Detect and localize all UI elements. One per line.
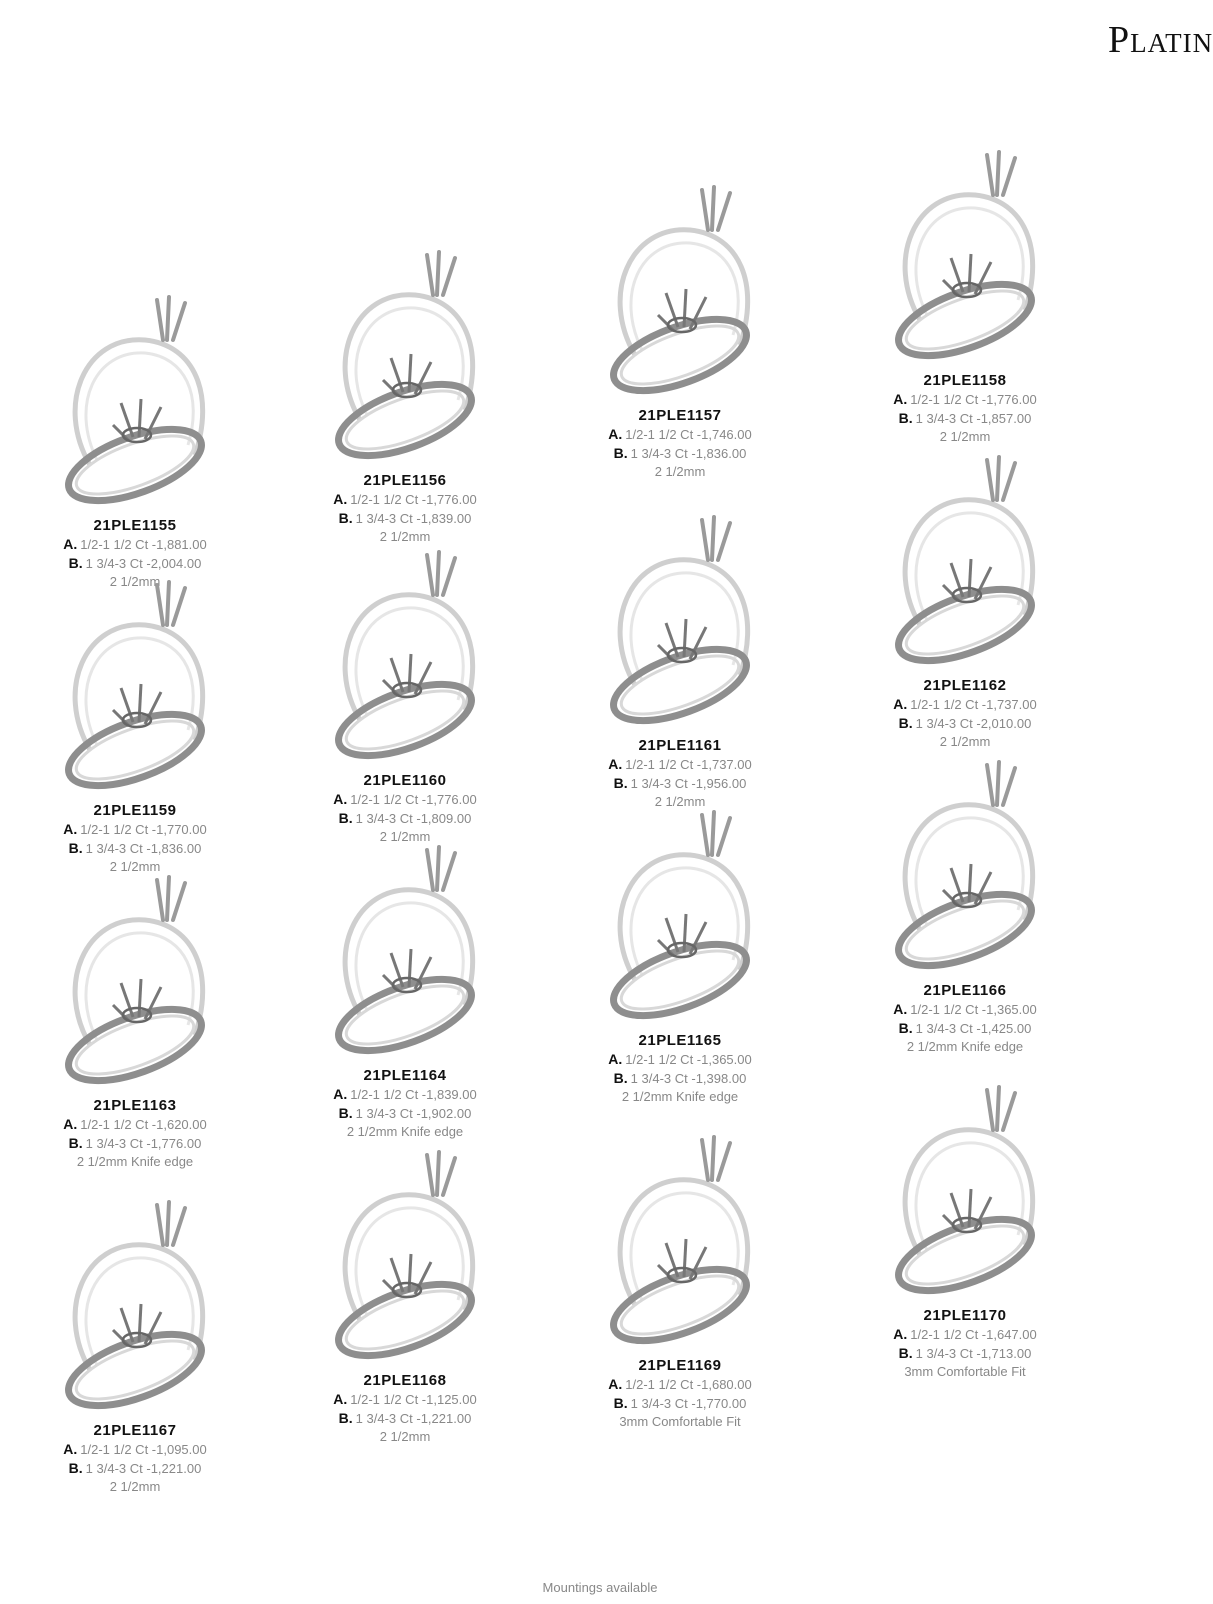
price-b-label: B. [898,1020,913,1036]
price-b-text: 1 3/4-3 Ct -1,713.00 [915,1346,1032,1361]
ring-image [590,810,770,1030]
price-a-text: 1/2-1 1/2 Ct -1,680.00 [625,1377,752,1392]
footer-note: Mountings available [542,1580,658,1595]
price-b-text: 1 3/4-3 Ct -1,836.00 [630,446,747,461]
product-code: 21PLE1156 [363,472,447,489]
band-width: 2 1/2mm [109,859,161,874]
price-b-text: 1 3/4-3 Ct -1,857.00 [915,411,1032,426]
price-b-text: 1 3/4-3 Ct -1,776.00 [85,1136,202,1151]
band-width: 2 1/2mm [109,1479,161,1494]
product-code: 21PLE1165 [638,1032,722,1049]
ring-caption [20,1097,250,1171]
price-a-label: A. [608,426,623,442]
price-b-text: 1 3/4-3 Ct -2,004.00 [85,556,202,571]
ring-item [20,875,250,1171]
ring-image [875,1085,1055,1305]
product-code: 21PLE1169 [638,1357,722,1374]
ring-image [590,515,770,735]
price-b [565,444,795,463]
product-code: 21PLE1162 [923,677,1007,694]
price-b [20,839,250,858]
price-b-text: 1 3/4-3 Ct -1,221.00 [85,1461,202,1476]
price-a-label: A. [608,756,623,772]
band-width: 3mm Comfortable Fit [619,1414,741,1429]
product-code: 21PLE1164 [363,1067,447,1084]
ring-caption [290,1372,520,1446]
product-code: 21PLE1158 [923,372,1007,389]
ring-caption [565,1357,795,1431]
price-a-text: 1/2-1 1/2 Ct -1,095.00 [80,1442,207,1457]
ring-caption [565,1032,795,1106]
ring-caption [850,1307,1080,1381]
band-width: 2 1/2mm [379,529,431,544]
product-code: 21PLE1166 [923,982,1007,999]
price-a [565,425,795,444]
ring-item [850,1085,1080,1381]
price-a [20,820,250,839]
band-width: 2 1/2mm [379,829,431,844]
price-b-text: 1 3/4-3 Ct -1,221.00 [355,1411,472,1426]
price-a-label: A. [333,1391,348,1407]
band-width: 2 1/2mm [939,429,991,444]
ring-item [20,580,250,876]
price-a-label: A. [63,821,78,837]
price-a-label: A. [63,1116,78,1132]
price-b [565,1069,795,1088]
price-b-label: B. [68,1460,83,1476]
ring-caption [850,982,1080,1056]
price-a [290,790,520,809]
ring-image [315,250,495,470]
ring-image [875,150,1055,370]
band-width: 2 1/2mm [654,464,706,479]
page-title: Platin [1108,19,1213,61]
price-a-label: A. [893,1326,908,1342]
ring-caption [20,1422,250,1496]
ring-image [315,1150,495,1370]
price-b [290,1409,520,1428]
ring-image [875,760,1055,980]
band-width: 2 1/2mm [379,1429,431,1444]
price-a [565,1375,795,1394]
price-a [565,755,795,774]
ring-image [45,580,225,800]
ring-image [875,455,1055,675]
price-a-text: 1/2-1 1/2 Ct -1,776.00 [350,792,477,807]
ring-item [850,455,1080,751]
ring-caption [850,677,1080,751]
product-code: 21PLE1167 [93,1422,177,1439]
price-a-text: 1/2-1 1/2 Ct -1,365.00 [910,1002,1037,1017]
ring-caption [290,1067,520,1141]
price-a-text: 1/2-1 1/2 Ct -1,737.00 [910,697,1037,712]
ring-caption [290,772,520,846]
price-a-text: 1/2-1 1/2 Ct -1,647.00 [910,1327,1037,1342]
ring-item [20,1200,250,1496]
price-a-label: A. [893,696,908,712]
price-b [850,1019,1080,1038]
product-code: 21PLE1168 [363,1372,447,1389]
ring-item [290,845,520,1141]
price-b [290,809,520,828]
price-b-label: B. [338,810,353,826]
price-a [20,1440,250,1459]
ring-item [290,250,520,546]
ring-item [290,1150,520,1446]
price-b-text: 1 3/4-3 Ct -2,010.00 [915,716,1032,731]
price-a-text: 1/2-1 1/2 Ct -1,776.00 [350,492,477,507]
band-width: 2 1/2mm Knife edge [76,1154,194,1169]
price-b-label: B. [338,510,353,526]
price-b-text: 1 3/4-3 Ct -1,770.00 [630,1396,747,1411]
ring-item [565,810,795,1106]
price-a-label: A. [63,1441,78,1457]
ring-item [565,185,795,481]
ring-image [45,875,225,1095]
price-a [20,535,250,554]
price-a [290,1085,520,1104]
price-b [850,409,1080,428]
price-b-label: B. [898,1345,913,1361]
ring-image [315,550,495,770]
price-a-label: A. [333,491,348,507]
price-a-label: A. [333,1086,348,1102]
price-b-text: 1 3/4-3 Ct -1,836.00 [85,841,202,856]
ring-image [45,295,225,515]
price-b-label: B. [338,1410,353,1426]
price-a [290,490,520,509]
price-a-text: 1/2-1 1/2 Ct -1,776.00 [910,392,1037,407]
price-a-text: 1/2-1 1/2 Ct -1,746.00 [625,427,752,442]
price-b-label: B. [68,840,83,856]
price-b-text: 1 3/4-3 Ct -1,839.00 [355,511,472,526]
ring-image [590,185,770,405]
price-b [850,1344,1080,1363]
ring-item [290,550,520,846]
price-a-text: 1/2-1 1/2 Ct -1,881.00 [80,537,207,552]
price-a-label: A. [63,536,78,552]
product-code: 21PLE1155 [93,517,177,534]
price-b [20,554,250,573]
ring-caption [290,472,520,546]
price-a-label: A. [608,1376,623,1392]
price-a [20,1115,250,1134]
price-b [20,1134,250,1153]
price-a [565,1050,795,1069]
price-a-text: 1/2-1 1/2 Ct -1,365.00 [625,1052,752,1067]
ring-caption [850,372,1080,446]
price-a-text: 1/2-1 1/2 Ct -1,125.00 [350,1392,477,1407]
price-a-text: 1/2-1 1/2 Ct -1,620.00 [80,1117,207,1132]
price-b-label: B. [613,1070,628,1086]
ring-item [20,295,250,591]
price-b-label: B. [613,445,628,461]
price-b [850,714,1080,733]
price-a [850,390,1080,409]
price-b [565,1394,795,1413]
ring-image [590,1135,770,1355]
price-a [850,1325,1080,1344]
price-a-text: 1/2-1 1/2 Ct -1,839.00 [350,1087,477,1102]
price-a [850,695,1080,714]
band-width: 2 1/2mm [654,794,706,809]
product-code: 21PLE1159 [93,802,177,819]
product-code: 21PLE1157 [638,407,722,424]
ring-item [850,760,1080,1056]
band-width: 2 1/2mm [109,574,161,589]
price-b-label: B. [898,715,913,731]
price-a [850,1000,1080,1019]
price-b [290,509,520,528]
ring-image [45,1200,225,1420]
price-a-label: A. [608,1051,623,1067]
price-b-label: B. [613,1395,628,1411]
price-b-text: 1 3/4-3 Ct -1,956.00 [630,776,747,791]
price-a-label: A. [333,791,348,807]
ring-caption [565,737,795,811]
ring-item [565,515,795,811]
price-b-label: B. [613,775,628,791]
product-code: 21PLE1170 [923,1307,1007,1324]
price-b-label: B. [338,1105,353,1121]
band-width: 2 1/2mm Knife edge [906,1039,1024,1054]
price-b [290,1104,520,1123]
band-width: 3mm Comfortable Fit [904,1364,1026,1379]
price-b [20,1459,250,1478]
price-b-label: B. [68,1135,83,1151]
price-b-text: 1 3/4-3 Ct -1,398.00 [630,1071,747,1086]
price-a-label: A. [893,391,908,407]
price-a-text: 1/2-1 1/2 Ct -1,770.00 [80,822,207,837]
price-a-label: A. [893,1001,908,1017]
price-b-text: 1 3/4-3 Ct -1,902.00 [355,1106,472,1121]
price-b-text: 1 3/4-3 Ct -1,425.00 [915,1021,1032,1036]
price-a-text: 1/2-1 1/2 Ct -1,737.00 [625,757,752,772]
product-code: 21PLE1160 [363,772,447,789]
ring-item [850,150,1080,446]
band-width: 2 1/2mm [939,734,991,749]
ring-image [315,845,495,1065]
ring-caption [565,407,795,481]
ring-item [565,1135,795,1431]
price-b-text: 1 3/4-3 Ct -1,809.00 [355,811,472,826]
price-a [290,1390,520,1409]
price-b-label: B. [898,410,913,426]
ring-caption [20,802,250,876]
price-b [565,774,795,793]
band-width: 2 1/2mm Knife edge [621,1089,739,1104]
price-b-label: B. [68,555,83,571]
product-code: 21PLE1163 [93,1097,177,1114]
product-code: 21PLE1161 [638,737,722,754]
band-width: 2 1/2mm Knife edge [346,1124,464,1139]
